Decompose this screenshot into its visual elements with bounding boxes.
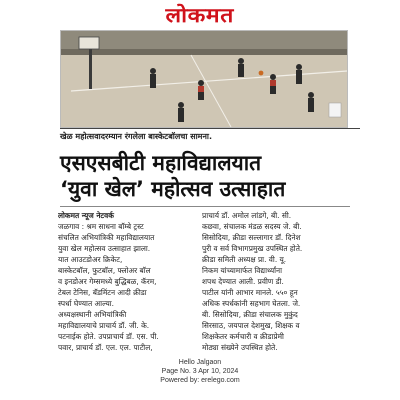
photo-caption: खेळ महोत्सवादरम्यान रंगलेला बास्केटबॉलचा सामना. (60, 128, 360, 142)
headline-line-2: ‘युवा खेल’ महोत्सव उत्साहात (60, 177, 286, 201)
article-column-left (58, 210, 198, 353)
article-line: जळगाव : श्रम साधना बॉम्बे ट्रस्ट (58, 222, 144, 231)
article-line: संचलित अभियांत्रिकी महाविद्यालयात (58, 233, 155, 242)
article-headline (60, 150, 350, 202)
page-footer (0, 358, 400, 385)
footer-powered-by: Powered by: erelego.com (160, 377, 240, 384)
article-line: पटनाईक होते. उपप्राचार्य डॉ. एस. पी. (58, 332, 159, 341)
basketball-court-image (61, 31, 347, 127)
article-line: स्पर्धा घेण्यात आल्या. (58, 299, 115, 308)
article-line: पाटील यांनी आभार मानले. ५५० हून (202, 288, 298, 297)
article-column-right (202, 210, 352, 353)
footer-page-info: Page No. 3 Apr 10, 2024 (161, 368, 239, 375)
newspaper-logo: लोकमत (165, 2, 235, 27)
article-line: लोकमत न्यूज नेटवर्क (58, 211, 114, 220)
masthead (0, 0, 400, 28)
article-photo (60, 30, 348, 128)
article-line: पवार, प्राचार्य डॉ. एल. एल. पाटील, (58, 343, 153, 352)
article-line: टेबल टेनिस, बॅडमिंटन आदी क्रीडा (58, 288, 147, 297)
article-line: बी. सिसोदिया, क्रीडा संचालक मुकुंद (202, 310, 298, 319)
article-line: युवा खेल महोत्सव उत्साहात झाला. (58, 244, 151, 253)
article-line: क्रीडा समिती अध्यक्ष प्रा. वी. यू. (202, 255, 287, 264)
headline-divider (60, 206, 350, 207)
article-line: सिसोदिया, क्रीडा सल्लागार डॉ. दिनेश (202, 233, 301, 242)
article-line: शिक्षकेतर कर्मचारी व क्रीडाप्रेमी (202, 332, 284, 341)
article-line: व इनडोअर गेम्समध्ये बुद्धिबळ, कॅरम, (58, 277, 157, 286)
article-line: सिरसाठ, जयपाल देशमुख, शिक्षक व (202, 321, 300, 330)
article-line: शपथ देण्यात आली. प्रवीण डी. (202, 277, 284, 286)
article-line: यात आउटडोअर क्रिकेट, (58, 255, 123, 264)
article-line: अधिक स्पर्धकांनी सहभाग घेतला. जे. (202, 299, 301, 308)
article-line: महाविद्यालयाचे प्राचार्य डॉ. जी. के. (58, 321, 150, 330)
article-line: पुरी व सर्व विभागप्रमुख उपस्थित होते. (202, 244, 303, 253)
article-line: निकम यांच्यामार्फत विद्यार्थ्यांना (202, 266, 283, 275)
article-line: प्राचार्य डॉ. अमोल लांडगे, बी. सी. (202, 211, 292, 220)
headline-line-1: एसएसबीटी महाविद्यालयात (60, 151, 262, 175)
article-line: मोठ्या संख्येने उपस्थित होते. (202, 343, 278, 352)
article-line: कछवा, संचालक मंडळ सदस्य जे. बी. (202, 222, 302, 231)
article-line: अध्यक्षस्थानी अभियांत्रिकी (58, 310, 127, 319)
footer-edition: Hello Jalgaon (178, 359, 222, 366)
article-line: बास्केटबॉल, फुटबॉल, फ्लोअर बॉल (58, 266, 151, 275)
